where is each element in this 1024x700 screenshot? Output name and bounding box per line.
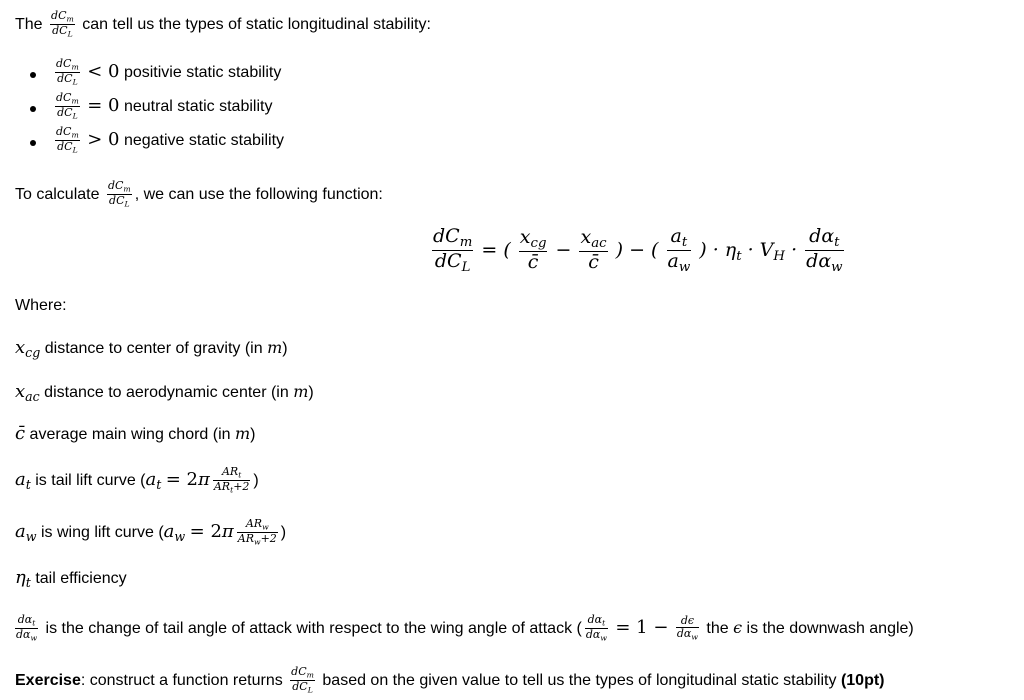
dcm-dcl-fraction: $\frac{dC_m}{dC_L}$ [56, 91, 79, 121]
calc-prefix: To calculate [15, 185, 100, 203]
def-cbar: c̄ average main wing chord (in m) [15, 423, 256, 444]
eq-xac-fraction: $\frac{x_{ac}}{c̄}$ [580, 226, 607, 274]
relation: > 0 [87, 128, 120, 150]
exercise-label: Exercise [15, 671, 81, 689]
intro-line [15, 10, 431, 39]
relation: < 0 [87, 60, 120, 82]
exercise-line: Exercise: construct a function returns $\frac{dC_m}{dC_L}$ based on the given value to tell us the types of longitudinal static stability (10pt) [15, 665, 885, 695]
dcm-dcl-fraction: $\frac{dC_m}{dC_L}$ [107, 179, 131, 209]
bullet-icon [30, 106, 36, 112]
item-text: negative static stability [123, 131, 285, 149]
relation: = 0 [87, 94, 120, 116]
def-dalpha: $\frac{d\alpha_t}{d\alpha_w}$ is the change of tail angle of attack with respect to the wing angle of attack ( $\frac{d\alpha_t}{d\alpha_w}$ = 1 − $\frac{d\epsilon}{d\alpha_w}$ the ϵ is the downwash angle) [16, 613, 914, 643]
eq-xcg-fraction: $\frac{x_{cg}}{c̄}$ [519, 226, 547, 274]
intro-prefix: The [15, 15, 43, 33]
exercise-points: (10pt) [840, 671, 885, 689]
calc-suffix: , we can use the following function: [134, 185, 383, 203]
dcm-dcl-fraction: $\frac{dC_m}{dC_L}$ [56, 125, 79, 155]
eq-dalpha-fraction: $\frac{d\alpha_t}{d\alpha_w}$ [806, 225, 843, 276]
item-text: neutral static stability [123, 97, 273, 115]
def-xac: $x_{ac}$ distance to aerodynamic center (in m) [15, 381, 314, 404]
item-text: positivie static stability [123, 63, 282, 81]
dcm-dcl-fraction: $\frac{dC_m}{dC_L}$ [56, 57, 79, 87]
def-aw: $a_w$ is wing lift curve ($a_w = 2\pi$ $\frac{AR_w}{AR_w+2}$ ) [15, 517, 287, 547]
dcm-dcl-fraction: $\frac{dC_m}{dC_L}$ [51, 9, 74, 39]
list-item-positive [52, 58, 281, 87]
where-label: Where: [15, 297, 67, 314]
def-at: $a_t$ is tail lift curve ($a_t = 2\pi$ $\frac{AR_t}{AR_t+2}$ ) [15, 465, 259, 495]
intro-suffix: can tell us the types of static longitudinal stability: [82, 15, 431, 33]
bullet-icon [30, 72, 36, 78]
list-item-negative [52, 126, 284, 155]
calc-intro-line [15, 180, 383, 209]
def-eta: $\eta_t$ tail efficiency [15, 567, 127, 590]
eq-lhs-fraction: $\frac{dC_m}{dC_L}$ [433, 225, 473, 276]
list-item-neutral [52, 92, 272, 121]
eq-at-aw-fraction: $\frac{a_t}{a_w}$ [667, 225, 691, 276]
def-xcg: $x_{cg}$ distance to center of gravity (in m) [15, 337, 288, 360]
bullet-icon [30, 140, 36, 146]
main-equation: $\frac{dC_m}{dC_L}$ = ( $\frac{x_{cg}}{c̄}$ − $\frac{x_{ac}}{c̄}$ ) − ( $\frac{a_t}{a_w}$ ) · $\eta_t \cdot V_H$ · $\frac{d\alpha_t}{d\alpha_w}$ [433, 225, 843, 276]
